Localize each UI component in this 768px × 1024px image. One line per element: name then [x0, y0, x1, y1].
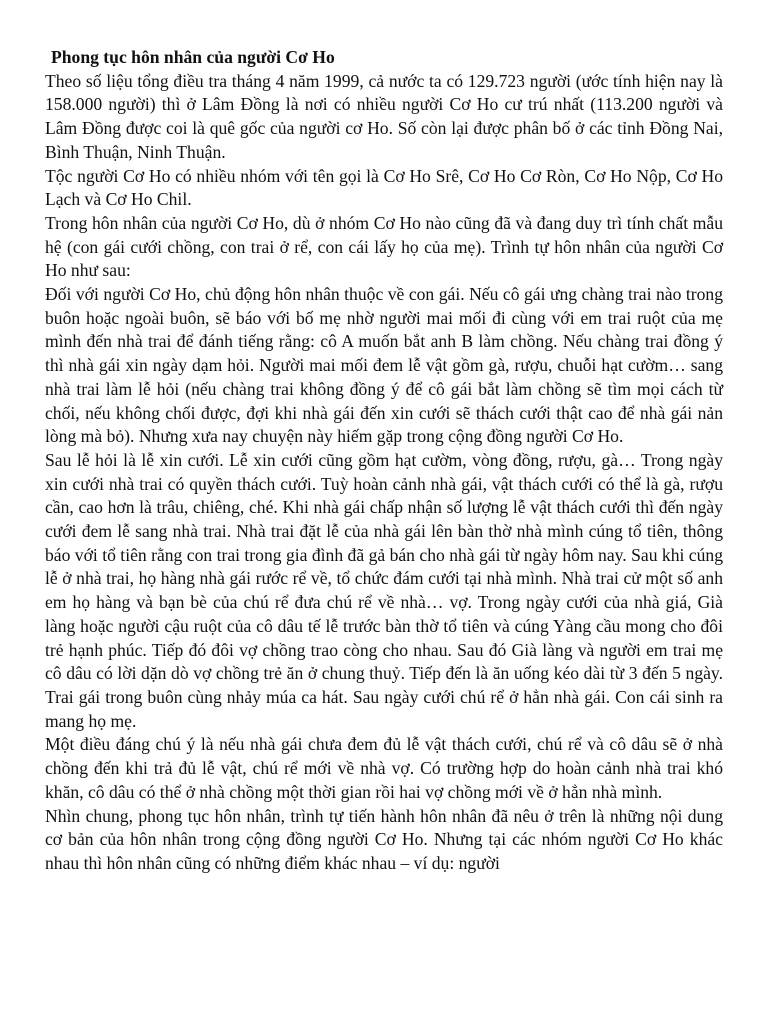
document-title: Phong tục hôn nhân của người Cơ Ho — [51, 47, 335, 67]
paragraph-summary: Nhìn chung, phong tục hôn nhân, trình tự tiến hành hôn nhân đã nêu ở trên là những nội dung cơ bản của hôn nhân trong cộng đồng người Cơ Ho. Nhưng tại các nhóm người Cơ Ho khác nhau thì hôn nhân cũng có những điểm khác nhau – ví dụ: người — [45, 805, 723, 873]
document-page — [45, 46, 723, 876]
paragraph-groups: Tộc người Cơ Ho có nhiều nhóm với tên gọi là Cơ Ho Srê, Cơ Ho Cơ Ròn, Cơ Ho Nộp, Cơ Ho Lạch và Cơ Ho Chil. — [45, 165, 723, 210]
paragraph-proposal: Đối với người Cơ Ho, chủ động hôn nhân thuộc về con gái. Nếu cô gái ưng chàng trai nào trong buôn hoặc ngoài buôn, sẽ báo với bố mẹ nhờ người mai mối đi cùng với em trai ruột của mẹ mình đến nhà trai để đánh tiếng rằng: cô A muốn bắt anh B làm chồng. Nếu chàng trai đồng ý thì nhà gái xin ngày dạm hỏi. Người mai mối đem lễ vật gồm gà, rượu, chuỗi hạt cườm… sang nhà trai làm lễ hỏi (nếu chàng trai không đồng ý để cô gái bắt làm chồng sẽ tìm mọi cách từ chối, nếu không chối được, đợi khi nhà gái đến xin cưới sẽ thách cưới thật cao để nhà gái nản lòng mà bỏ). Nhưng xưa nay chuyện này hiếm gặp trong cộng đồng người Cơ Ho. — [45, 284, 723, 447]
paragraph-matriarchy: Trong hôn nhân của người Cơ Ho, dù ở nhóm Cơ Ho nào cũng đã và đang duy trì tính chất mẫu hệ (con gái cưới chồng, con trai ở rể, con cái lấy họ của mẹ). Trình tự hôn nhân của người Cơ Ho như sau: — [45, 212, 723, 281]
paragraph-dowry-note: Một điều đáng chú ý là nếu nhà gái chưa đem đủ lễ vật thách cưới, chú rể và cô dâu sẽ ở nhà chồng đến khi trả đủ lễ vật, chú rể mới về nhà vợ. Có trường hợp do hoàn cảnh nhà trai khó khăn, cô dâu có thể ở nhà chồng một thời gian rồi hai vợ chồng mới về ở hẳn nhà mình. — [45, 734, 723, 802]
paragraph-wedding: Sau lễ hỏi là lễ xin cưới. Lễ xin cưới cũng gồm hạt cườm, vòng đồng, rượu, gà… Trong ngày xin cưới nhà trai có quyền thách cưới. Tuỳ hoàn cảnh nhà gái, vật thách cưới có thể là gà, rượu cần, cao hơn là trâu, chiêng, ché. Khi nhà gái chấp nhận số lượng lễ vật thách cưới thì đến ngày cưới đem lễ sang nhà trai. Nhà trai đặt lễ của nhà gái lên bàn thờ nhà mình cúng tổ tiên, thông báo với tổ tiên rằng con trai trong gia đình đã gả bán cho nhà gái từ ngày hôm nay. Sau khi cúng lễ ở nhà trai, họ hàng nhà gái rước rể về, tổ chức đám cưới tại nhà mình. Nhà trai cử một số anh em họ hàng và bạn bè của chú rể đưa chú rể về nhà… vợ. Trong ngày cưới của nhà giá, Già làng hoặc người cậu ruột của cô dâu tế lễ trước bàn thờ tổ tiên và cúng Yàng cầu mong cho đôi trẻ hạnh phúc. Tiếp đó đôi vợ chồng trao còng cho nhau. Sau đó Già làng và người em trai mẹ cô dâu có lời dặn dò vợ chồng trẻ ăn ở chung thuỷ. Tiếp đến là ăn uống kéo dài từ 3 đến 5 ngày. Trai gái trong buôn cùng nhảy múa ca hát. Sau ngày cưới chú rể ở hẳn nhà gái. Con cái sinh ra mang họ mẹ. — [45, 449, 723, 731]
paragraph-population: Theo số liệu tổng điều tra tháng 4 năm 1999, cả nước ta có 129.723 người (ước tính hiện nay là 158.000 người) thì ở Lâm Đồng là nơi có nhiều người Cơ Ho cư trú nhất (113.200 người và Lâm Đồng được coi là quê gốc của người cơ Ho. Số còn lại được phân bố ở các tỉnh Đồng Nai, Bình Thuận, Ninh Thuận. — [45, 70, 723, 162]
